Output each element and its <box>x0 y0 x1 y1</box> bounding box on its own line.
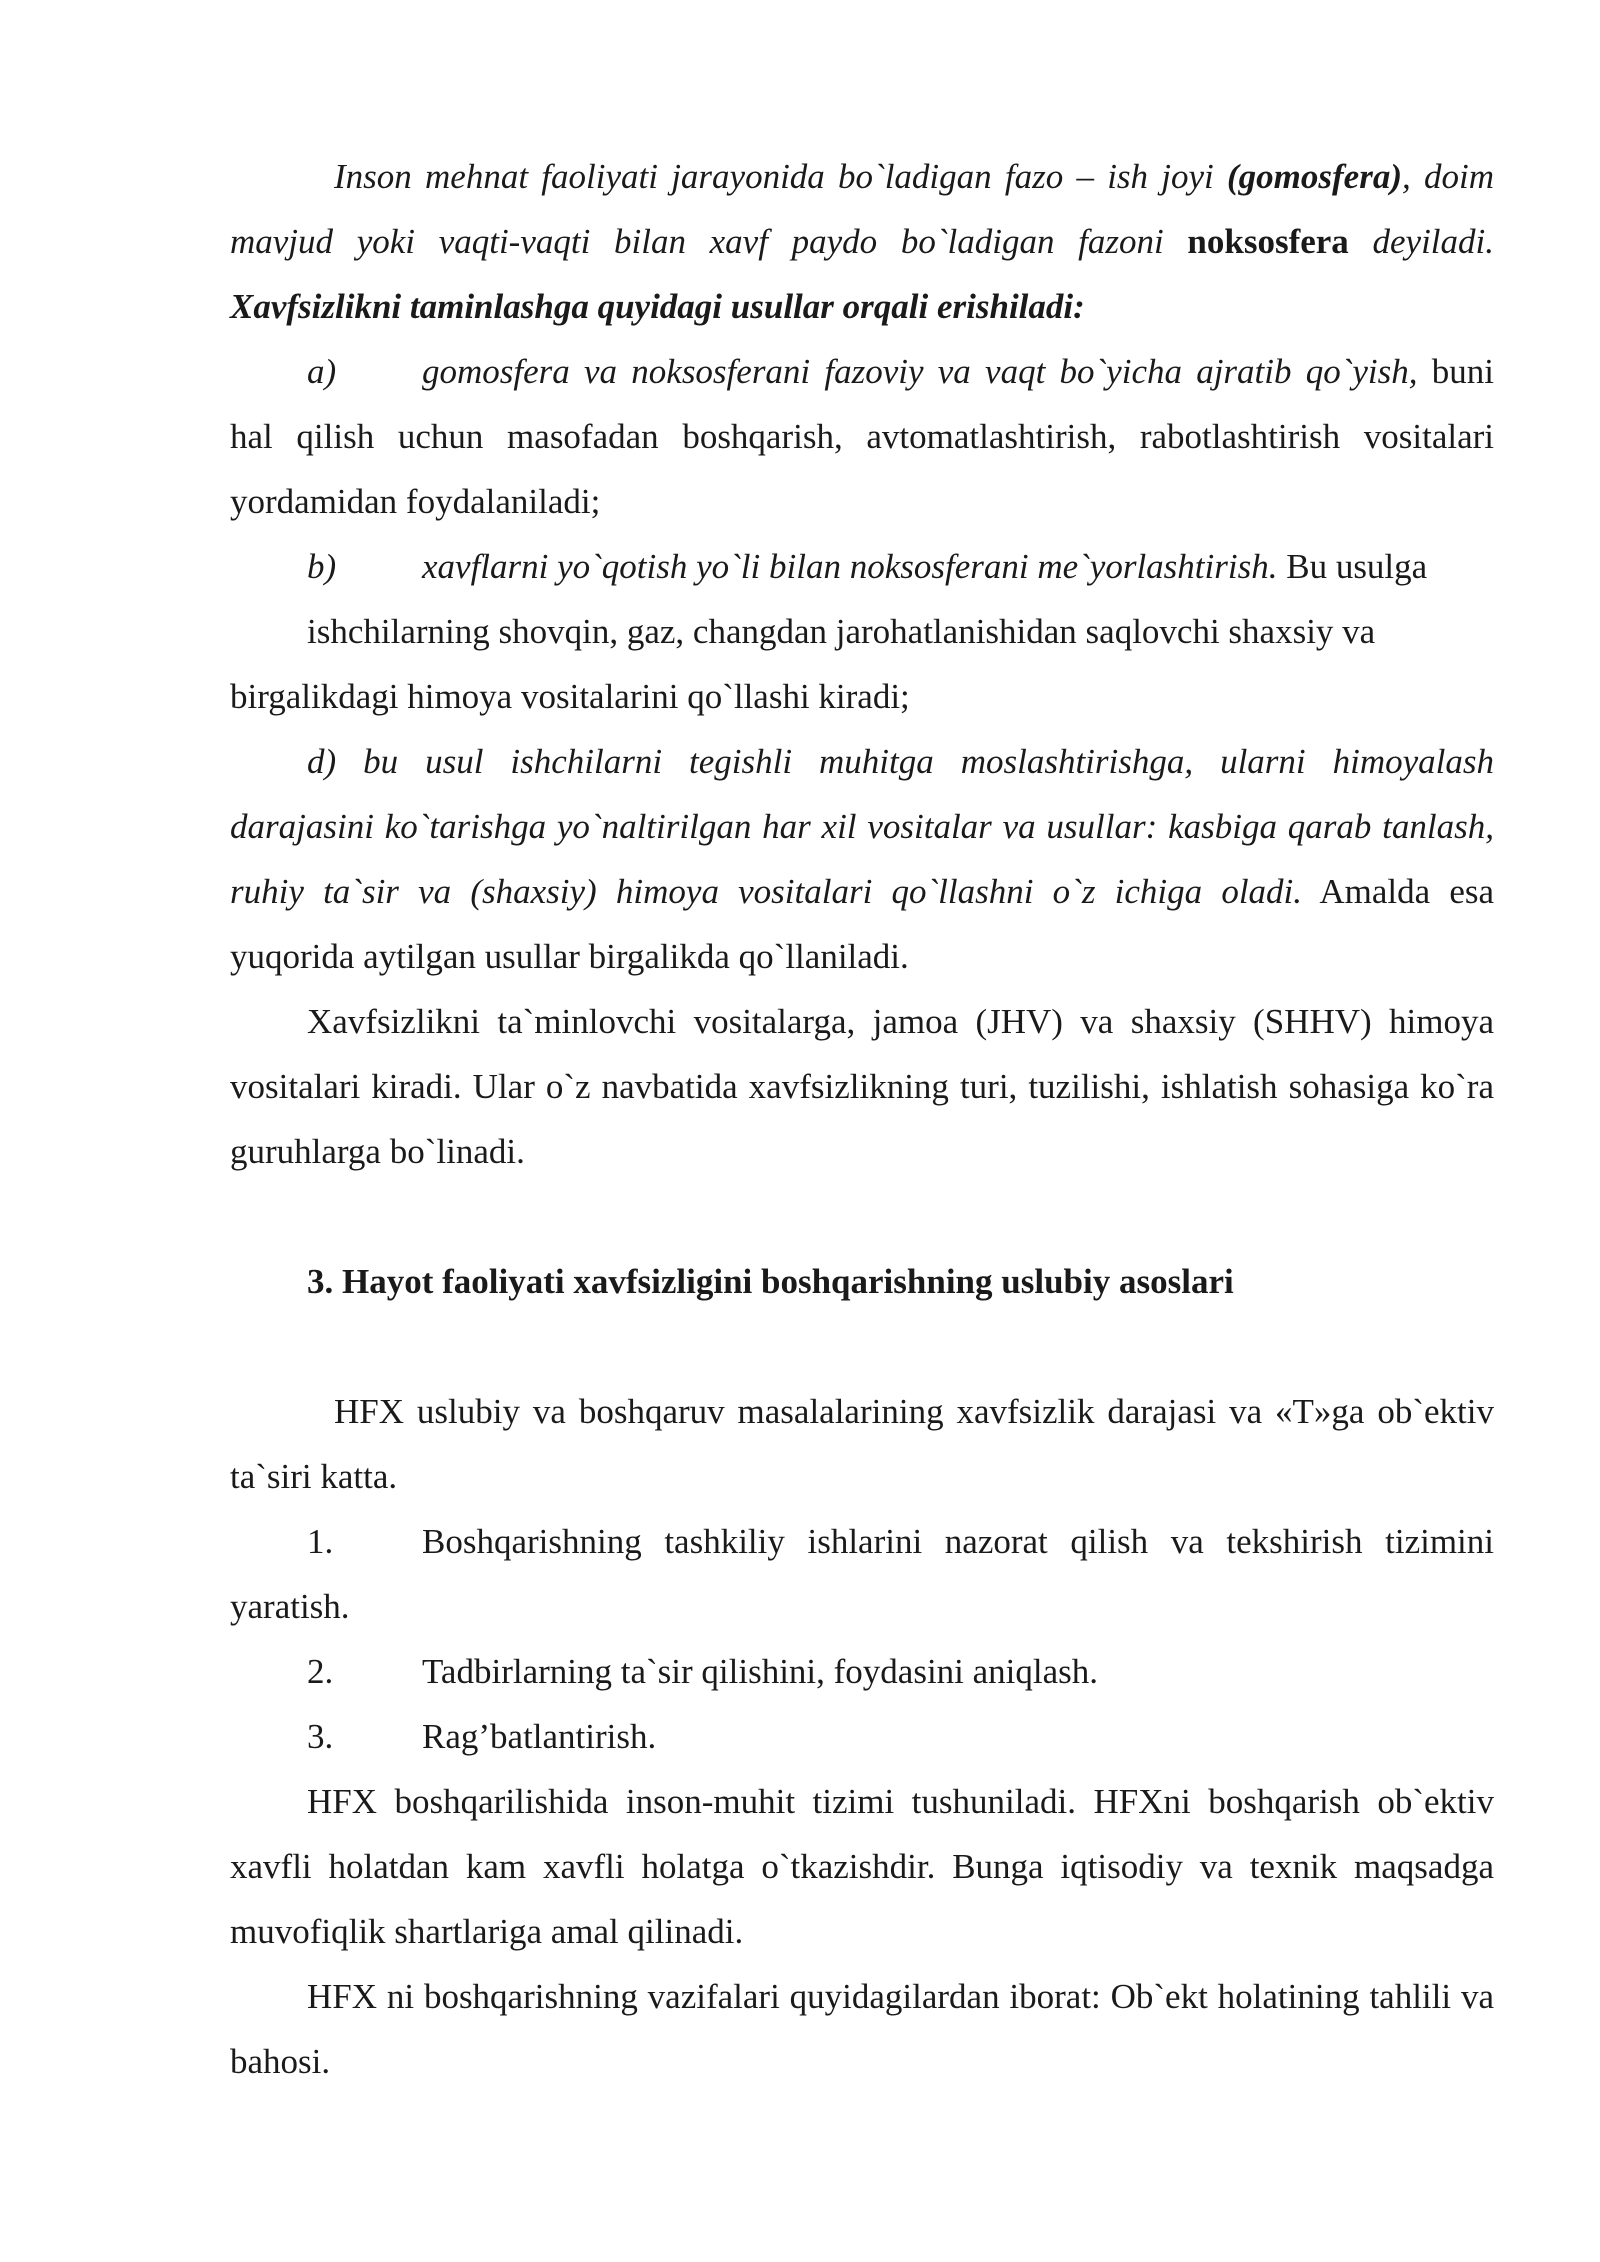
numbered-item-1 <box>230 1509 1494 1639</box>
paragraph-hfx-tasks: HFX ni boshqarishning vazifalari quyidagilardan iborat: Ob`ekt holatining tahlili va bahosi. <box>230 1977 1494 2081</box>
numbered-item-3-num: 3. <box>307 1717 334 1756</box>
item-d-italic: d) bu usul ishchilarni tegishli muhitga moslashtirishga, ularni himoyalash darajasini ko`tarishga yo`naltirilgan har xil vositalar va usullar: kasbiga qarab tanlash, ruhiy ta`sir va (shaxsiy) himoya vositalari qo`llashni o`z ichiga oladi. <box>230 742 1494 911</box>
paragraph-protection-means: Xavfsizlikni ta`minlovchi vositalarga, jamoa (JHV) va shaxsiy (SHHV) himoya vositalari kiradi. Ular o`z navbatida xavfsizlikning turi, tuzilishi, ishlatish sohasiga ko`ra guruhlarga bo`linadi. <box>230 1002 1494 1171</box>
numbered-item-2-num: 2. <box>307 1652 334 1691</box>
item-b-text-2: ishchilarning shovqin, gaz, changdan jarohatlanishidan saqlovchi shaxsiy va <box>307 612 1376 651</box>
numbered-item-2 <box>230 1639 1494 1704</box>
intro-text-3: deyiladi. <box>1348 222 1494 261</box>
item-b-continued <box>230 599 1494 664</box>
section-heading: 3. Hayot faoliyati xavfsizligini boshqarishning uslubiy asoslari <box>307 1262 1234 1301</box>
document-page <box>230 144 1494 2094</box>
list-item-b <box>230 534 1494 599</box>
item-a-label: a) <box>307 352 337 391</box>
term-noksosfera: noksosfera <box>1187 222 1349 261</box>
paragraph-intro <box>230 144 1494 339</box>
numbered-item-2-text: Tadbirlarning ta`sir qilishini, foydasini aniqlash. <box>422 1652 1099 1691</box>
term-gomosfera: (gomosfera) <box>1227 157 1402 196</box>
list-item-a <box>230 339 1494 534</box>
paragraph-hfx-management: HFX boshqarilishida inson-muhit tizimi tushuniladi. HFXni boshqarish ob`ektiv xavfli holatdan kam xavfli holatga o`tkazishdir. Bunga iqtisodiy va texnik maqsadga muvofiqlik shartlariga amal qilinadi. <box>230 1782 1494 1951</box>
item-a-italic: gomosfera va noksosferani fazoviy va vaqt bo`yicha ajratib qo`yish, <box>422 352 1418 391</box>
item-d-rest: Amalda esa yuqorida aytilgan usullar birgalikda qo`llaniladi. <box>230 872 1495 976</box>
numbered-item-1-text: Boshqarishning tashkiliy ishlarini nazorat qilish va tekshirish tizimini yaratish. <box>230 1522 1494 1626</box>
paragraph-hfx-intro: HFX uslubiy va boshqaruv masalalarining xavfsizlik darajasi va «T»ga ob`ektiv ta`siri katta. <box>230 1392 1494 1496</box>
intro-text-2: , doim mavjud yoki vaqti-vaqti bilan xavf paydo bo`ladigan fazoni <box>230 157 1494 261</box>
item-b-text-1: Bu usulga <box>1277 547 1428 586</box>
intro-text-1: Inson mehnat faoliyati jarayonida bo`ladigan fazo – ish joyi <box>334 157 1228 196</box>
item-b-final <box>230 664 1494 729</box>
numbered-item-3-text: Rag’batlantirish. <box>422 1717 657 1756</box>
item-a-rest: buni hal qilish uchun masofadan boshqarish, avtomatlashtirish, rabotlashtirish vositalari yordamidan foydalaniladi; <box>230 352 1494 521</box>
intro-methods-lead: Xavfsizlikni taminlashga quyidagi usullar orqali erishiladi: <box>230 287 1085 326</box>
item-b-text-3: birgalikdagi himoya vositalarini qo`llashi kiradi; <box>230 677 910 716</box>
list-item-d <box>230 729 1494 989</box>
item-b-label: b) <box>307 547 337 586</box>
numbered-item-1-num: 1. <box>307 1522 334 1561</box>
numbered-item-3 <box>230 1704 1494 1769</box>
item-b-italic: xavflarni yo`qotish yo`li bilan noksosferani me`yorlashtirish. <box>422 547 1278 586</box>
